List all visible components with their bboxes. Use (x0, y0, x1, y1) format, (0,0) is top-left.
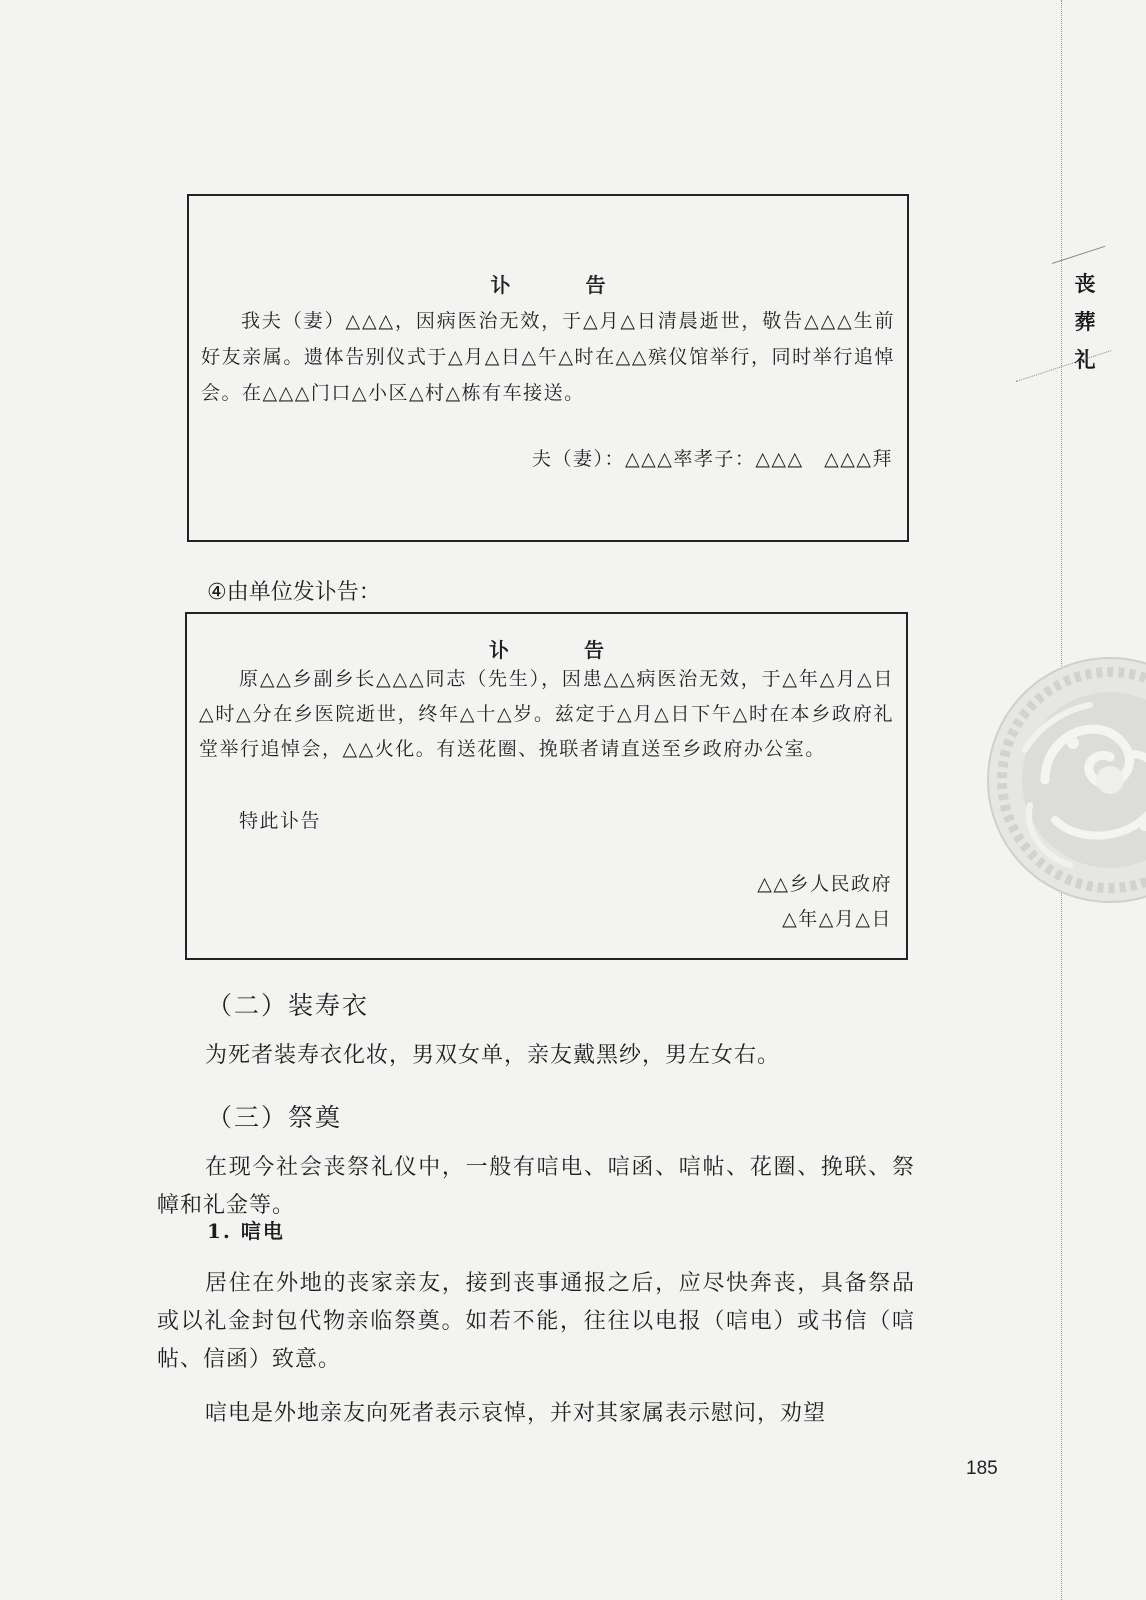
notice-signature: 夫（妻）：△△△率孝子：△△△ △△△拜 (531, 448, 893, 470)
side-char: 丧 (1074, 272, 1096, 296)
notice-title: 讣 告 (489, 638, 638, 662)
section-heading: （二）装寿衣 (207, 991, 370, 1020)
notice-closing: 特此讣告 (239, 810, 322, 832)
section-paragraph (157, 1037, 915, 1075)
obituary-notice-organization (185, 612, 908, 960)
paragraph-text: 在现今社会丧祭礼仪中，一般有唁电、唁函、唁帖、花圈、挽联、祭幛和礼金等。 (157, 1155, 915, 1218)
chapter-side-tab (1062, 255, 1108, 385)
section-heading: （三）祭奠 (207, 1103, 343, 1132)
decorative-medallion-icon (985, 655, 1146, 905)
side-char: 礼 (1074, 348, 1096, 372)
obituary-notice-family (187, 194, 909, 542)
subsection-heading: 1. 唁电 (207, 1219, 285, 1243)
paragraph-text: 为死者装寿衣化妆，男双女单，亲友戴黑纱，男左女右。 (205, 1043, 781, 1068)
paragraph-text: 唁电是外地亲友向死者表示哀悼，并对其家属表示慰问，劝望 (205, 1401, 827, 1426)
notice-intro-line: ④由单位发讣告： (207, 580, 381, 605)
notice-issuer: △△乡人民政府 (757, 873, 892, 895)
notice-body-text: 我夫（妻）△△△，因病医治无效，于△月△日清晨逝世，敬告△△△生前好友亲属。遗体告别仪式于△月△日△午△时在△△殡仪馆举行，同时举行追悼会。在△△△门口△小区△村△栋有车接送。 (201, 310, 895, 404)
notice-body (201, 303, 895, 411)
notice-title: 讣 告 (490, 273, 640, 297)
notice-body (199, 662, 894, 767)
section-paragraph (157, 1395, 915, 1433)
notice-body-text: 原△△乡副乡长△△△同志（先生），因患△△病医治无效，于△年△月△日△时△分在乡医院逝世，终年△十△岁。兹定于△月△日下午△时在本乡政府礼堂举行追悼会，△△火化。有送花圈、挽联者请直送至乡政府办公室。 (199, 668, 894, 760)
notice-date: △年△月△日 (782, 908, 892, 930)
section-paragraph (157, 1149, 915, 1225)
page-number: 185 (966, 1458, 998, 1479)
section-paragraph (157, 1265, 915, 1379)
side-tab-top-rule (1052, 246, 1106, 264)
paragraph-text: 居住在外地的丧家亲友，接到丧事通报之后，应尽快奔丧，具备祭品或以礼金封包代物亲临祭奠。如若不能，往往以电报（唁电）或书信（唁帖、信函）致意。 (157, 1271, 915, 1372)
side-char: 葬 (1074, 310, 1096, 334)
